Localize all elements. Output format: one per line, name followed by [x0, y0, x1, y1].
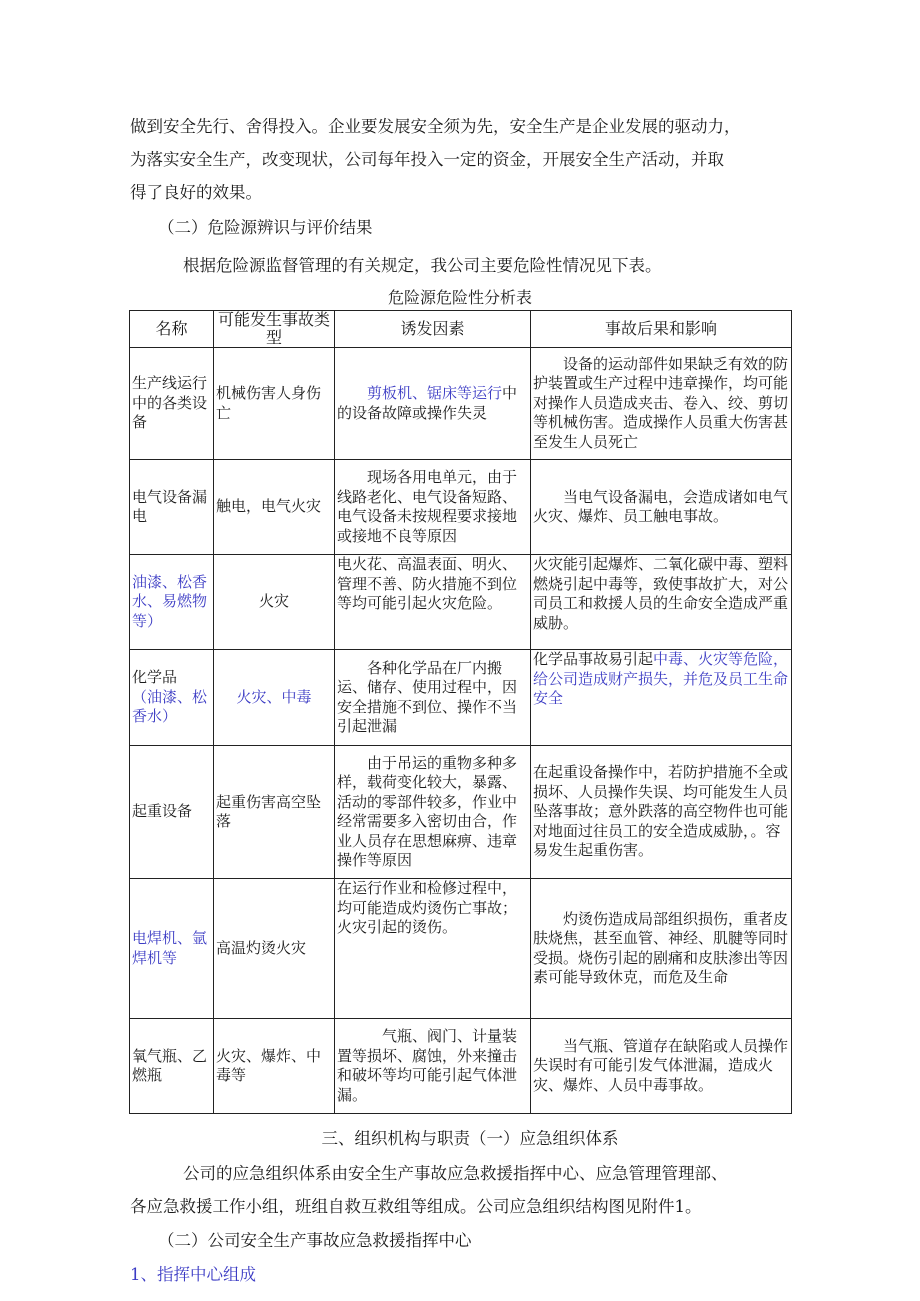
intro-line-3: 得了良好的效果。 — [130, 183, 262, 202]
header-name: 名称 — [130, 311, 214, 348]
header-cause: 诱发因素 — [335, 311, 531, 348]
section3-heading: 三、组织机构与职责（一）应急组织体系 — [321, 1129, 619, 1148]
name-text: 化学品 — [132, 668, 178, 687]
cause-text: 中的设备故障或操作失灵 — [337, 384, 518, 422]
intro-line-2: 为落实安全生产，改变现状，公司每年投入一定的资金，开展安全生产活动，并取 — [130, 150, 724, 169]
cell-type: 触电，电气火灾 — [214, 460, 335, 555]
header-type: 可能发生事故类型 — [214, 311, 335, 348]
cell-type: 高温灼烫火灾 — [214, 879, 335, 1019]
table-row — [130, 746, 792, 879]
cell-effect: 当电气设备漏电，会造成诸如电气火灾、爆炸、员工触电事故。 — [531, 460, 792, 555]
cell-type: 机械伤害人身伤亡 — [214, 348, 335, 460]
cell-name: 氧气瓶、乙燃瓶 — [130, 1019, 214, 1114]
intro-line-1: 做到安全先行、舍得投入。企业要发展安全须为先，安全生产是企业发展的驱动力， — [130, 117, 741, 136]
cell-effect: 设备的运动部件如果缺乏有效的防护装置或生产过程中违章操作，均可能对操作人员造成夹击、卷入、绞、剪切等机械伤害。造成操作人员重大伤害甚至发生人员死亡 — [531, 348, 792, 460]
table-row — [130, 1019, 792, 1114]
hazard-table — [129, 310, 792, 1114]
section2-text: 根据危险源监督管理的有关规定，我公司主要危险性情况见下表。 — [183, 256, 662, 275]
cell-cause: 电火花、高温表面、明火、管理不善、防火措施不到位等均可能引起火灾危险。 — [335, 555, 531, 650]
cell-effect: 火灾能引起爆炸、二氧化碳中毒、塑料燃烧引起中毒等，致使事故扩大，对公司员工和救援人员的生命安全造成严重威胁。 — [531, 555, 792, 650]
cell-cause: 现场各用电单元，由于线路老化、电气设备短路、电气设备未按规程要求接地或接地不良等原因 — [335, 460, 531, 555]
cell-type: 火灾 — [214, 555, 335, 650]
cell-name: 电气设备漏电 — [130, 460, 214, 555]
effect-text: 化学品事故易引起 — [533, 650, 654, 668]
section3-text-1: 公司的应急组织体系由安全生产事故应急救援指挥中心、应急管理管理部、 — [183, 1164, 728, 1183]
table-row — [130, 460, 792, 555]
cell-name: 生产线运行中的各类设备 — [130, 348, 214, 460]
section3-subheading: （二）公司安全生产事故应急救援指挥中心 — [158, 1231, 472, 1250]
section3-item: 1、指挥中心组成 — [130, 1265, 256, 1284]
cell-cause: 由于吊运的重物多种多样，载荷变化较大，暴露、活动的零部件较多，作业中经常需要多入密切由合，作业人员存在思想麻痹、违章操作等原因 — [335, 746, 531, 879]
cell-cause — [335, 348, 531, 460]
name-sub-text: （油漆、松香水） — [132, 687, 208, 726]
cell-effect: 在起重设备操作中，若防护措施不全或损坏、人员操作失误、均可能发生人员坠落事故；意外跌落的高空物件也可能对地面过往员工的安全造成威胁，。容易发生起重伤害。 — [531, 746, 792, 879]
cell-cause: 各种化学品在厂内搬运、储存、使用过程中，因安全措施不到位、操作不当引起泄漏 — [335, 650, 531, 746]
cell-type: 火灾、中毒 — [214, 650, 335, 746]
effect-blue-text: 中毒、火灾等危险，给公司造成财产损失，并危及员工生命安全 — [533, 650, 789, 707]
cell-name: 电焊机、氩焊机等 — [130, 879, 214, 1019]
table-header-row — [130, 311, 792, 348]
table-row — [130, 650, 792, 746]
cell-name: 起重设备 — [130, 746, 214, 879]
cell-effect: 灼烫伤造成局部组织损伤，重者皮肤烧焦，甚至血管、神经、肌腱等同时受损。烧伤引起的剧痛和皮肤渗出等因素可能导致休克，而危及生命 — [531, 879, 792, 1019]
cell-type: 火灾、爆炸、中毒等 — [214, 1019, 335, 1114]
cell-name: 油漆、松香水、易燃物等） — [130, 555, 214, 650]
table-row — [130, 348, 792, 460]
cell-effect — [531, 650, 792, 746]
section3-text-2: 各应急救援工作小组，班组自救互救组等组成。公司应急组织结构图见附件1。 — [130, 1197, 702, 1216]
header-effect: 事故后果和影响 — [531, 311, 792, 348]
section2-heading: （二）危险源辨识与评价结果 — [158, 218, 373, 237]
cell-cause: 气瓶、阀门、计量装置等损坏、腐蚀，外来撞击和破坏等均可能引起气体泄漏。 — [335, 1019, 531, 1114]
cell-type: 起重伤害高空坠落 — [214, 746, 335, 879]
table-caption: 危险源危险性分析表 — [387, 288, 532, 307]
cell-name — [130, 650, 214, 746]
table-row — [130, 555, 792, 650]
cause-blue-text: 剪板机、锯床等运行 — [367, 384, 503, 402]
table-row — [130, 879, 792, 1019]
cell-effect: 当气瓶、管道存在缺陷或人员操作失误时有可能引发气体泄漏，造成火灾、爆炸、人员中毒事故。 — [531, 1019, 792, 1114]
cell-cause: 在运行作业和检修过程中，均可能造成灼烫伤亡事故；火灾引起的烫伤。 — [335, 879, 531, 1019]
